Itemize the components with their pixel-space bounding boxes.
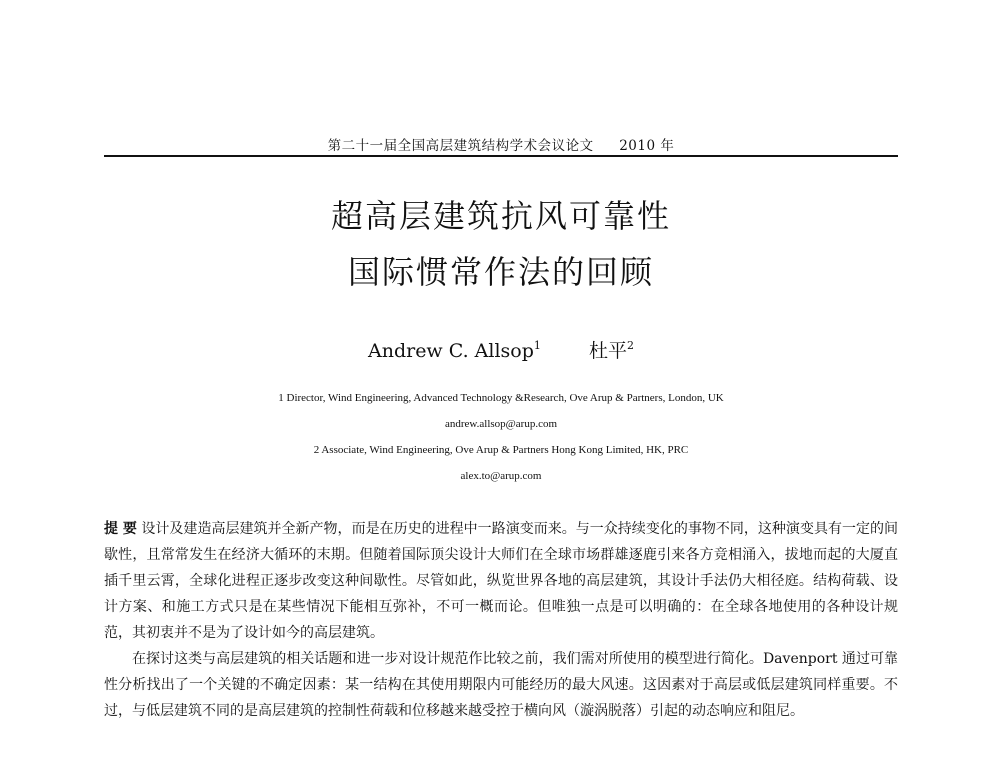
- paper-title-line-1: 超高层建筑抗风可靠性: [330, 197, 671, 235]
- author-1-mark: 1: [533, 339, 541, 352]
- email-1: andrew.allsop@arup.com: [444, 418, 558, 430]
- affiliation-2: 2 Associate, Wind Engineering, Ove Arup & Partners Hong Kong Limited, HK, PRC: [313, 444, 689, 456]
- author-2: 杜平: [589, 340, 628, 362]
- body-paragraph-2: 在探讨这类与高层建筑的相关话题和进一步对设计规范作比较之前，我们需对所使用的模型进行简化。Davenport 通过可靠性分析找出了一个关键的不确定因素：某一结构在其使用期限内可能经历的最大风速。这因素对于高层或低层建筑同样重要。不过，与低层建筑不同的是高层建筑的控制性荷载和位移越来越受控于横向风（漩涡脱落）引起的动态响应和阻尼。: [104, 651, 898, 719]
- running-header: [104, 134, 898, 154]
- abstract-paragraph: [104, 516, 898, 646]
- body-text: [104, 516, 898, 724]
- conference-year: 2010 年: [619, 138, 675, 154]
- author-2-mark: 2: [627, 339, 635, 352]
- email-2: alex.to@arup.com: [460, 470, 542, 482]
- abstract-label: 提 要: [104, 521, 137, 537]
- affiliation-1: 1 Director, Wind Engineering, Advanced Technology &Research, Ove Arup & Partners, London, UK: [278, 392, 724, 404]
- header-rule: [104, 155, 898, 157]
- abstract-text: 设计及建造高层建筑并全新产物，而是在历史的进程中一路演变而来。与一众持续变化的事物不同，这种演变具有一定的间歇性，且常常发生在经济大循环的末期。但随着国际顶尖设计大师们在全球市场群雄逐鹿引来各方竞相涌入，拔地而起的大厦直插千里云霄，全球化进程正逐步改变这种间歇性。尽管如此，纵览世界各地的高层建筑，其设计手法仍大相径庭。结构荷载、设计方案、和施工方式只是在某些情况下能相互弥补，不可一概而论。但唯独一点是可以明确的：在全球各地使用的各种设计规范，其初衷并不是为了设计如今的高层建筑。: [104, 521, 899, 641]
- author-1: Andrew C. Allsop: [367, 340, 534, 362]
- conference-name: 第二十一届全国高层建筑结构学术会议论文: [327, 138, 594, 154]
- paper-title-line-2: 国际惯常作法的回顾: [347, 253, 654, 291]
- author-line: [104, 334, 898, 363]
